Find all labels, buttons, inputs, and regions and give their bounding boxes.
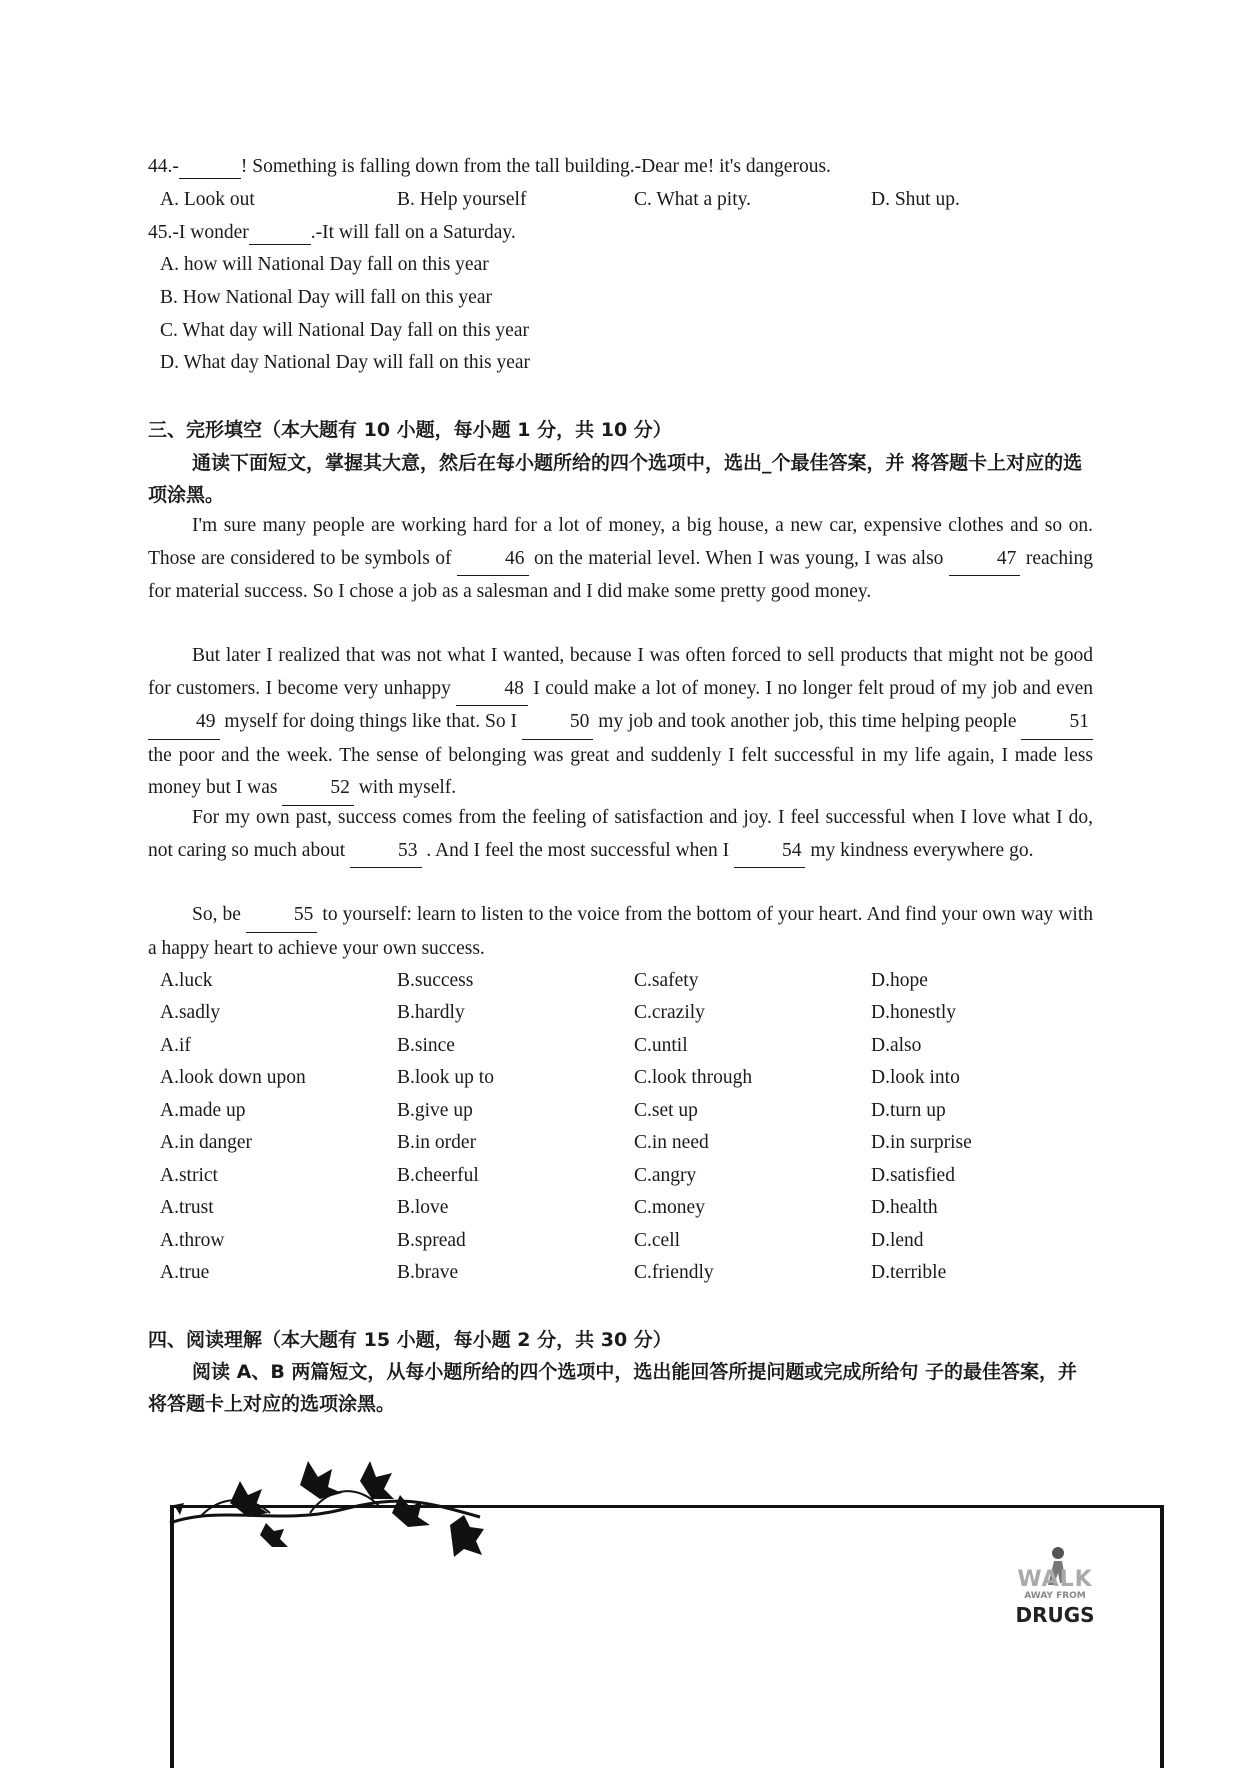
q53-option-a: A.trust xyxy=(160,1197,214,1218)
q49-option-d: D.look into xyxy=(871,1067,960,1088)
q54-option-b: B.spread xyxy=(397,1230,466,1251)
passage-text: So, be xyxy=(192,904,246,925)
blank-46: 46 xyxy=(457,543,529,577)
q47-option-d: D.honestly xyxy=(871,1002,957,1023)
drugs-logo xyxy=(1010,1545,1100,1635)
q45-option-a: A. how will National Day fall on this year xyxy=(160,254,489,275)
q45-option-c: C. What day will National Day fall on this year xyxy=(160,320,529,341)
answer-blank xyxy=(249,222,311,245)
q49-option-a: A.look down upon xyxy=(160,1067,306,1088)
passage-text: I could make a lot of money. I no longer felt proud of my job and even xyxy=(527,677,1093,699)
question-45 xyxy=(148,222,516,245)
q47-option-c: C.crazily xyxy=(634,1002,705,1023)
passage-text: myself for doing things like that. So I xyxy=(219,711,522,732)
logo-away-from: AWAY FROM xyxy=(1024,1591,1086,1601)
passage-paragraph-3 xyxy=(148,802,1093,868)
q50-option-a: A.made up xyxy=(160,1100,246,1121)
q54-option-c: C.cell xyxy=(634,1230,681,1251)
q52-option-c: C.angry xyxy=(634,1165,697,1186)
blank-49: 49 xyxy=(148,706,220,740)
question-45-text: .-It will fall on a Saturday. xyxy=(310,222,516,243)
q44-option-b: B. Help yourself xyxy=(397,189,527,210)
q44-option-d: D. Shut up. xyxy=(871,189,960,210)
q46-option-d: D.hope xyxy=(871,970,928,991)
q45-option-b: B. How National Day will fall on this year xyxy=(160,287,492,308)
q55-option-d: D.terrible xyxy=(871,1262,947,1283)
question-44 xyxy=(148,156,831,179)
q47-option-b: B.hardly xyxy=(397,1002,465,1023)
logo-walk: WALK xyxy=(1017,1567,1093,1592)
q53-option-b: B.love xyxy=(397,1197,449,1218)
blank-55: 55 xyxy=(246,899,318,933)
passage-text: on the material level. When I was young, I was also xyxy=(528,547,949,569)
q52-option-d: D.satisfied xyxy=(871,1165,955,1186)
passage-text: my kindness everywhere go. xyxy=(805,839,1034,861)
q44-option-a: A. Look out xyxy=(160,189,255,210)
blank-53: 53 xyxy=(350,835,422,869)
blank-54: 54 xyxy=(734,835,806,869)
q49-option-b: B.look up to xyxy=(397,1067,494,1088)
answer-blank xyxy=(179,156,241,179)
passage-text: But later I realized that was not what I wanted, because I was often forced to sell products that might not be good for customers. I become very unhappy xyxy=(148,645,1093,699)
blank-51: 51 xyxy=(1021,706,1093,740)
q51-option-c: C.in need xyxy=(634,1132,709,1153)
question-44-text: ! Something is falling down from the tall building.-Dear me! it's dangerous. xyxy=(240,156,831,177)
section-4-instruction: 阅读 A、B 两篇短文，从每小题所给的四个选项中，选出能回答所提问题或完成所给句 子的最佳答案，并将答题卡上对应的选项涂黑。 xyxy=(148,1361,1078,1415)
section-3-heading: 三、完形填空（本大题有 10 小题，每小题 1 分，共 10 分） xyxy=(148,419,672,441)
question-45-prefix: 45.-I wonder xyxy=(148,222,249,243)
q46-option-b: B.success xyxy=(397,970,474,991)
passage-text: reaching for material success. So I chose a job as a salesman and I did make some pretty good money. xyxy=(148,547,1093,602)
passage-text: For my own past, success comes from the feeling of satisfaction and joy. I feel successful when I love what I do, not caring so much about xyxy=(148,807,1093,861)
q54-option-d: D.lend xyxy=(871,1230,924,1251)
passage-text: the poor and the week. The sense of belonging was great and suddenly I felt successful in my life again, I made less money but I was xyxy=(148,744,1093,798)
passage-paragraph-2 xyxy=(148,640,1093,806)
q51-option-b: B.in order xyxy=(397,1132,477,1153)
q52-option-b: B.cheerful xyxy=(397,1165,479,1186)
q44-option-c: C. What a pity. xyxy=(634,189,751,210)
section-4-heading: 四、阅读理解（本大题有 15 小题，每小题 2 分，共 30 分） xyxy=(148,1329,672,1351)
passage-paragraph-1 xyxy=(148,510,1093,609)
q51-option-d: D.in surprise xyxy=(871,1132,972,1153)
q53-option-c: C.money xyxy=(634,1197,705,1218)
q55-option-a: A.true xyxy=(160,1262,210,1283)
q46-option-c: C.safety xyxy=(634,970,699,991)
section-3-instruction: 通读下面短文，掌握其大意，然后在每小题所给的四个选项中，选出_个最佳答案，并 将答题卡上对应的选项涂黑。 xyxy=(148,452,1083,506)
q50-option-b: B.give up xyxy=(397,1100,473,1121)
q47-option-a: A.sadly xyxy=(160,1002,221,1023)
logo-drugs: DRUGS xyxy=(1015,1603,1095,1627)
q55-option-c: C.friendly xyxy=(634,1262,714,1283)
q48-option-d: D.also xyxy=(871,1035,922,1056)
q45-option-d: D. What day National Day will fall on this year xyxy=(160,352,531,373)
passage-text: . And I feel the most successful when I xyxy=(421,839,734,861)
q51-option-a: A.in danger xyxy=(160,1132,253,1153)
passage-text: I'm sure many people are working hard for a lot of money, a big house, a new car, expensive clothes and so on. Those are considered to be symbols of xyxy=(148,515,1093,569)
passage-text: with myself. xyxy=(353,777,457,798)
question-44-prefix: 44.- xyxy=(148,156,179,177)
q46-option-a: A.luck xyxy=(160,970,213,991)
q48-option-b: B.since xyxy=(397,1035,455,1056)
q49-option-c: C.look through xyxy=(634,1067,753,1088)
blank-48: 48 xyxy=(456,673,528,707)
passage-text: to yourself: learn to listen to the voice from the bottom of your heart. And find your own way with a happy heart to achieve your own success. xyxy=(148,904,1093,959)
vine-decoration-icon xyxy=(160,1455,500,1575)
blank-47: 47 xyxy=(949,543,1021,577)
q50-option-d: D.turn up xyxy=(871,1100,946,1121)
q54-option-a: A.throw xyxy=(160,1230,225,1251)
q55-option-b: B.brave xyxy=(397,1262,459,1283)
q48-option-a: A.if xyxy=(160,1035,191,1056)
blank-50: 50 xyxy=(522,706,594,740)
passage-paragraph-4 xyxy=(148,899,1093,965)
blank-52: 52 xyxy=(282,772,354,806)
q50-option-c: C.set up xyxy=(634,1100,698,1121)
q52-option-a: A.strict xyxy=(160,1165,218,1186)
q48-option-c: C.until xyxy=(634,1035,688,1056)
q53-option-d: D.health xyxy=(871,1197,938,1218)
passage-text: my job and took another job, this time helping people xyxy=(593,711,1022,732)
